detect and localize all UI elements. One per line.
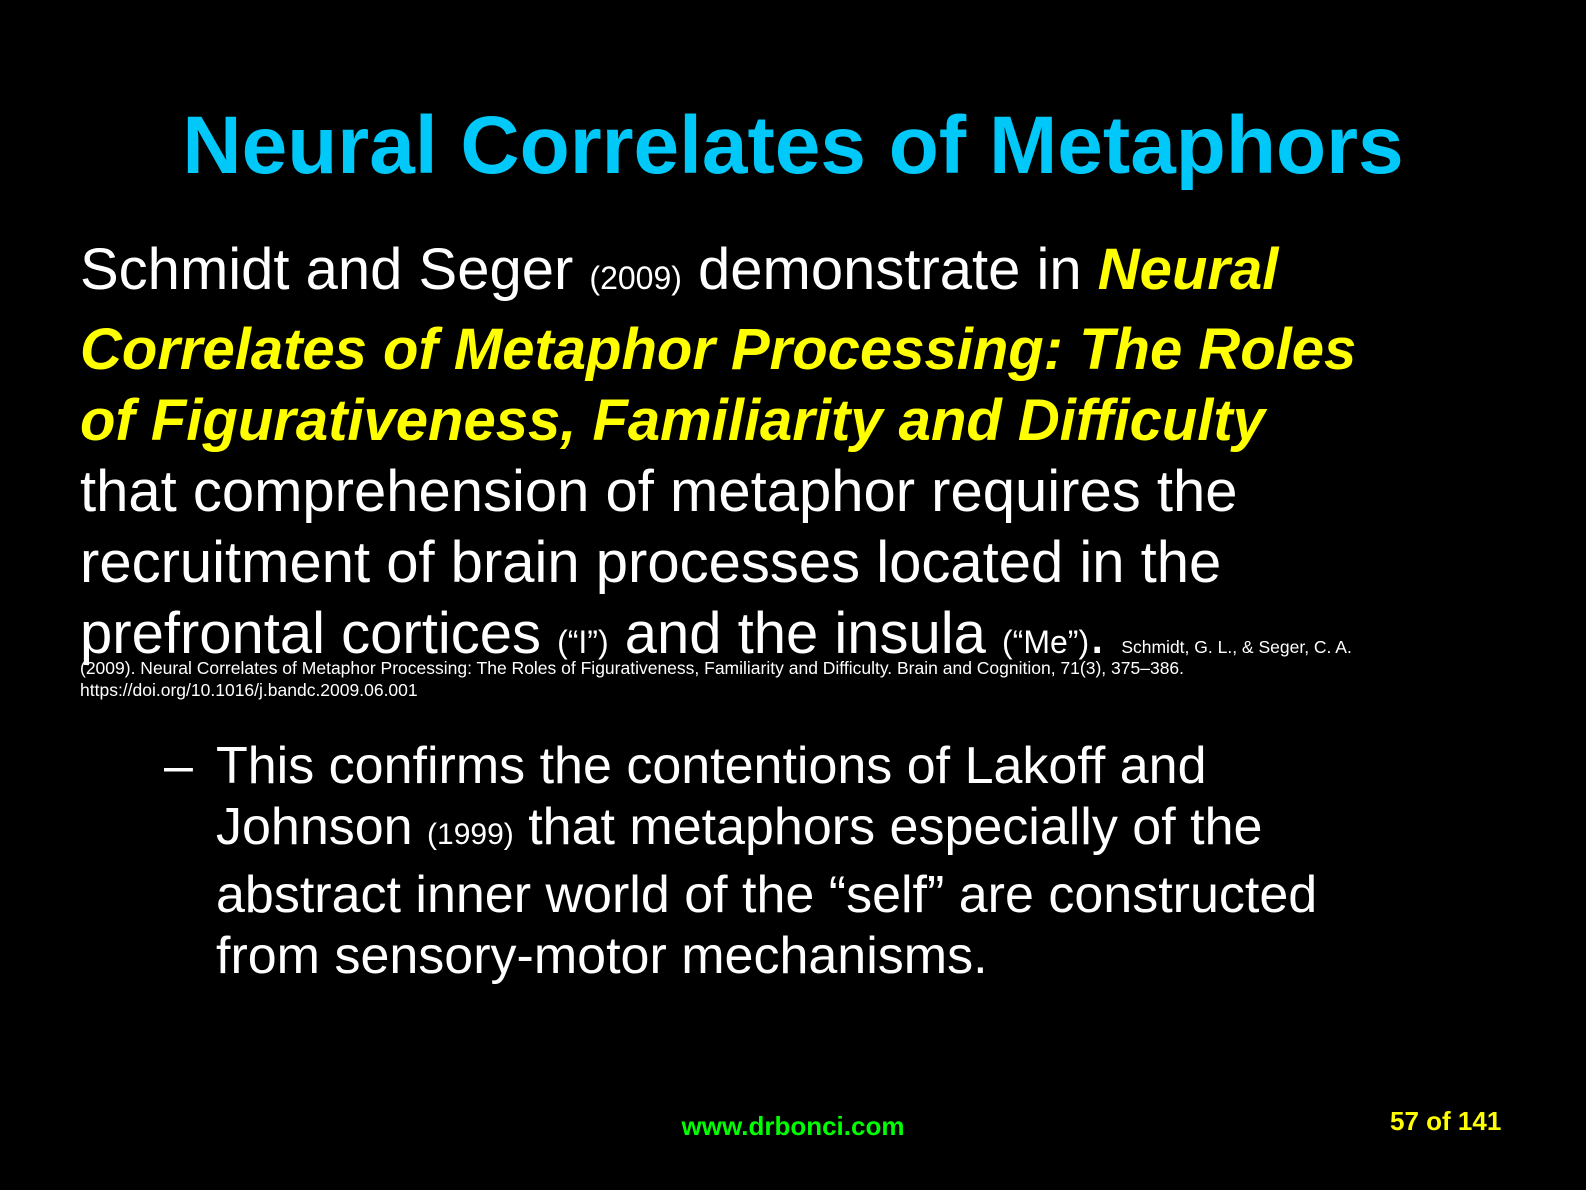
paragraph-line-5: recruitment of brain processes located in the [80, 530, 1222, 595]
slide-title: Neural Correlates of Metaphors [182, 100, 1404, 191]
citation [80, 657, 1184, 701]
text-segment: . [1089, 601, 1122, 666]
paper-title-line-2: Correlates of Metaphor Processing: The Roles [80, 317, 1357, 382]
paragraph-line-1 [80, 234, 1520, 314]
citation-doi: https://doi.org/10.1016/j.bandc.2009.06.001 [80, 680, 418, 700]
text-segment: and the insula [608, 601, 1003, 666]
bullet-text [216, 736, 1496, 987]
text-segment: Johnson [216, 798, 428, 856]
bullet-line-2 [216, 797, 1496, 865]
text-segment: Schmidt and Seger [80, 237, 590, 302]
me-label: (“Me”) [1002, 624, 1090, 660]
paper-title-part: Neural [1097, 237, 1279, 302]
bullet-line-1: This confirms the contentions of Lakoff and [216, 737, 1207, 795]
year-reference: (1999) [427, 818, 514, 851]
main-paragraph [80, 234, 1520, 678]
text-segment: that metaphors especially of the [513, 798, 1263, 856]
i-label: (“I”) [557, 624, 609, 660]
bullet-dash: – [164, 737, 193, 795]
bullet-line-4: from sensory-motor mechanisms. [216, 927, 988, 985]
year-reference: (2009) [589, 260, 682, 296]
text-segment: demonstrate in [681, 237, 1098, 302]
page-number: 57 of 141 [1390, 1106, 1502, 1136]
paragraph-line-4: that comprehension of metaphor requires the [80, 459, 1238, 524]
bullet-line-3: abstract inner world of the “self” are constructed [216, 866, 1318, 924]
text-segment: prefrontal cortices [80, 601, 558, 666]
paper-title-line-3: of Figurativeness, Familiarity and Difficulty [80, 388, 1265, 453]
citation-line-2: (2009). Neural Correlates of Metaphor Processing: The Roles of Figurativeness, Familiarity and Difficulty. Brain and Cognition, 71(3), 375–386. [80, 658, 1185, 678]
citation-part-1: Schmidt, G. L., & Seger, C. A. [1121, 637, 1352, 657]
footer-website-link[interactable]: www.drbonci.com [681, 1111, 905, 1141]
